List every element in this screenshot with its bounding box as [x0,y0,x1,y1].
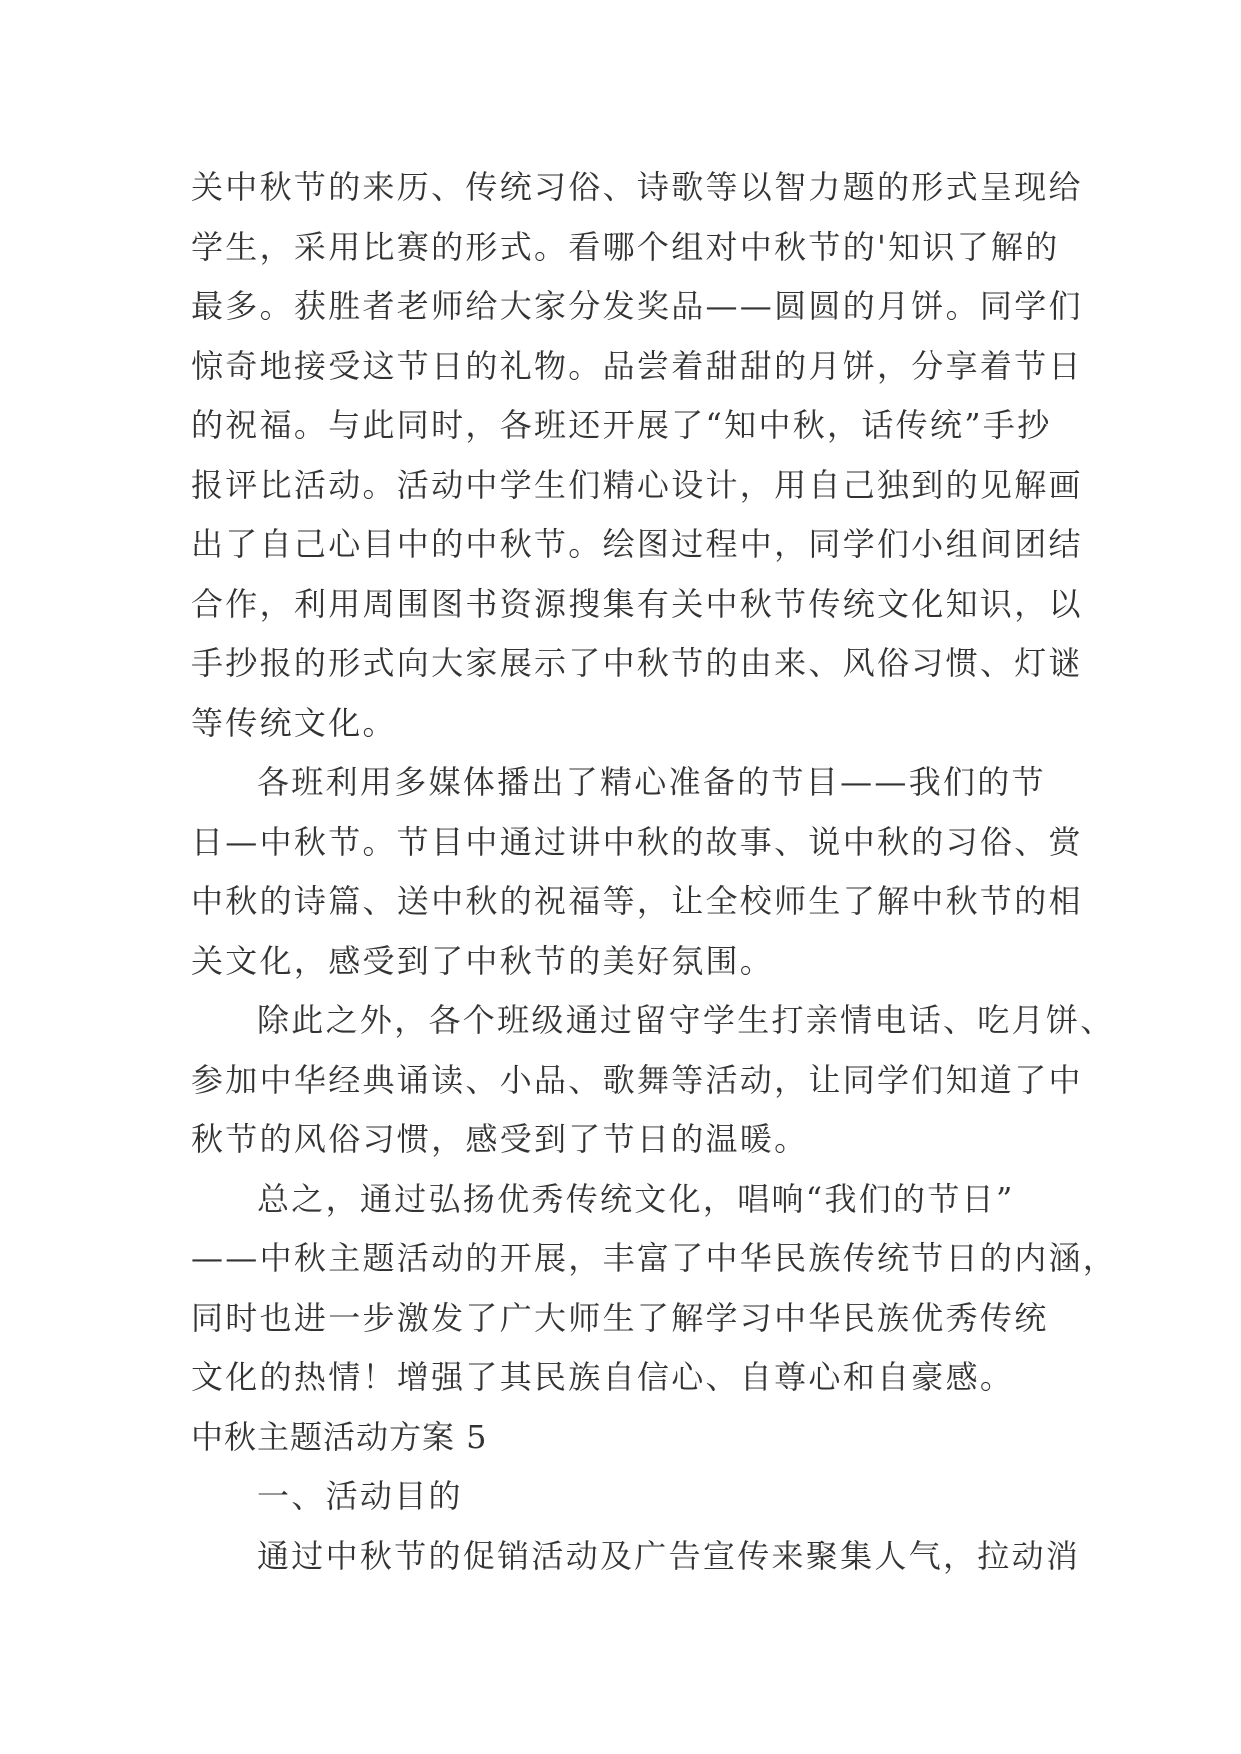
text-line: 报评比活动。活动中学生们精心设计，用自己独到的见解画 [191,465,1083,504]
text-line: ——中秋主题活动的开展，丰富了中华民族传统节日的内涵， [191,1239,1118,1277]
text-line: 等传统文化。 [191,703,397,742]
text-line: 关中秋节的来历、传统习俗、诗歌等以智力题的形式呈现给 [191,168,1083,206]
text-line: 合作，利用周围图书资源搜集有关中秋节传统文化知识，以 [191,584,1083,623]
text-line: 出了自己心目中的中秋节。绘图过程中，同学们小组间团结 [191,525,1083,563]
text-line: 同时也进一步激发了广大师生了解学习中华民族优秀传统 [191,1298,1049,1337]
text-line: 关文化，感受到了中秋节的美好氛围。 [191,941,775,980]
document-body [191,158,1118,1586]
text-line: 日—中秋节。节目中通过讲中秋的故事、说中秋的习俗、赏 [191,822,1083,861]
text-line: 参加中华经典诵读、小品、歌舞等活动，让同学们知道了中 [191,1060,1083,1099]
text-line: 秋节的风俗习惯，感受到了节日的温暖。 [191,1120,809,1158]
text-line: 手抄报的形式向大家展示了中秋节的由来、风俗习惯、灯谜 [191,644,1083,682]
paragraph-start-line: 总之，通过弘扬优秀传统文化，唱响“我们的节日” [257,1179,1015,1218]
text-line: 惊奇地接受这节日的礼物。品尝着甜甜的月饼，分享着节日 [191,346,1083,385]
text-line: 文化的热情！增强了其民族自信心、自尊心和自豪感。 [191,1358,1015,1396]
text-line: 学生，采用比赛的形式。看哪个组对中秋节的'知识了解的 [191,227,1060,266]
paragraph-start-line: 通过中秋节的促销活动及广告宣传来聚集人气，拉动消 [257,1536,1081,1575]
text-line: 中秋的诗篇、送中秋的祝福等，让全校师生了解中秋节的相 [191,882,1083,920]
text-line: 的祝福。与此同时，各班还开展了“知中秋，话传统”手抄 [191,406,1052,444]
text-line: 最多。获胜者老师给大家分发奖品——圆圆的月饼。同学们 [191,287,1083,325]
paragraph-start-line: 各班利用多媒体播出了精心准备的节目——我们的节 [257,763,1046,801]
section-heading: 中秋主题活动方案 5 [191,1417,488,1456]
paragraph-start-line: 除此之外，各个班级通过留守学生打亲情电话、吃月饼、 [257,1001,1115,1039]
subsection-heading: 一、活动目的 [257,1477,463,1515]
